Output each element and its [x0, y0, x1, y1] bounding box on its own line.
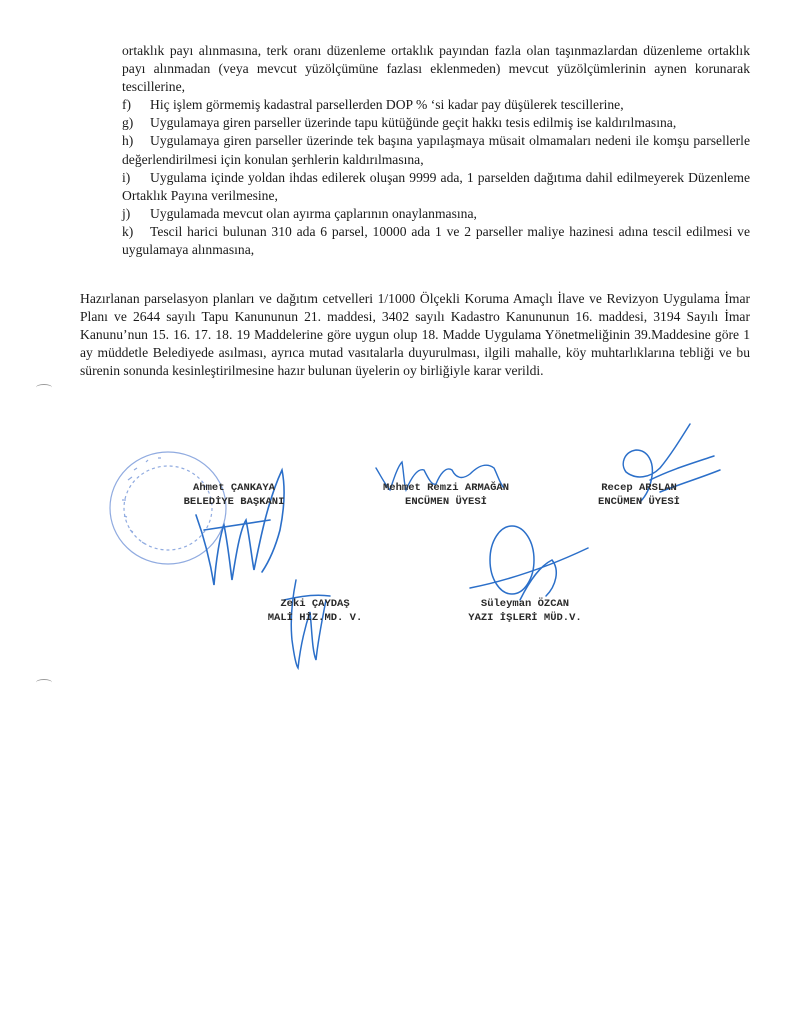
signatory-block — [446, 597, 604, 625]
signatory-name: Zeki ÇAYDAŞ — [280, 598, 350, 610]
signatory-title: ENCÜMEN ÜYESİ — [405, 496, 487, 508]
list-item-label: h) — [122, 133, 134, 149]
signatory-block — [580, 481, 698, 509]
list-item-label: f) — [122, 97, 132, 113]
list-item-text: Uygulama içinde yoldan ihdas edilerek oluşan 9999 ada, 1 parselden dağıtıma dahil edilmeyerek Düzenleme Ortaklık Payına verilmesine, — [122, 169, 750, 203]
list-item-text: Uygulamada mevcut olan ayırma çaplarının onaylanmasına, — [150, 205, 477, 221]
signatory-block — [170, 481, 298, 509]
paragraph-text: Hazırlanan parselasyon planları ve dağıtım cetvelleri 1/1000 Ölçekli Koruma Amaçlı İlave ve Revizyon Uygulama İmar Planı ve 2644 sayılı Tapu Kanununun 21. maddesi, 3402 sayılı Kadastro Kanununun 16. maddesi, 3194 Sayılı İmar Kanunu’nun 15. 16. 17. 18. 19 Maddelerine göre uygun olup 18. Madde Uygulama Yönetmeliğinin 39.Maddesine göre 1 ay müddetle Belediyede asılması, ayrıca mutad vasıtalarla duyurulması, ilgili mahalle, köy muhtarlıklarına tebliği ve bu sürenin sonunda kesinleştirilmesine hazır bulunan üyelerin oy birliğiyle karar verildi. — [80, 291, 750, 378]
list-item-text: Uygulamaya giren parseller üzerinde tek başına yapılaşmaya müsait olmamaları nedeni ile komşu parsellerle değerlendirilmesi için konulan şerhlerin kaldırılmasına, — [122, 133, 750, 167]
list-item-text: Tescil harici bulunan 310 ada 6 parsel, 10000 ada 1 ve 2 parseller maliye hazinesi adına tescil edilmesi ve uygulamaya alınmasına, — [122, 223, 750, 258]
list-item-text: ortaklık payı alınmasına, terk oranı düzenleme ortaklık payından fazla olan taşınmazlardan düzenleme ortaklık payı alınmadan (veya mevcut yüzölçümüne fazlası eklenmeden) mevcut yüzölçümlerinin aynen korunarak tescillerine, — [122, 43, 750, 95]
list-item-text: Uygulamaya giren parseller üzerinde tapu kütüğünde geçit hakkı tesis edilmiş ise kaldırılmasına, — [150, 115, 677, 131]
signatory-name: Süleyman ÖZCAN — [480, 598, 570, 610]
signatory-title: BELEDİYE BAŞKANI — [183, 496, 285, 508]
list-item-text: Hiç işlem görmemiş kadastral parsellerden DOP % ‘si kadar pay düşülerek tescillerine, — [150, 97, 624, 113]
list-item-label: k) — [122, 223, 134, 239]
signatory-title: ENCÜMEN ÜYESİ — [598, 496, 680, 508]
signatory-block — [240, 597, 390, 625]
signature-suleyman-ozcan — [470, 526, 588, 600]
signatory-name: Mehmet Remzi ARMAĞAN — [382, 482, 510, 494]
signatory-block — [356, 481, 536, 509]
signatory-title: MALİ HİZ.MD. V. — [267, 612, 363, 624]
list-item-label: j) — [122, 205, 131, 221]
signatory-name: Ahmet ÇANKAYA — [193, 482, 275, 494]
signatory-name: Recep ARSLAN — [601, 482, 677, 494]
list-item-label: g) — [122, 115, 134, 131]
signatory-title: YAZI İŞLERİ MÜD.V. — [468, 612, 582, 624]
list-item-label: i) — [122, 169, 131, 185]
